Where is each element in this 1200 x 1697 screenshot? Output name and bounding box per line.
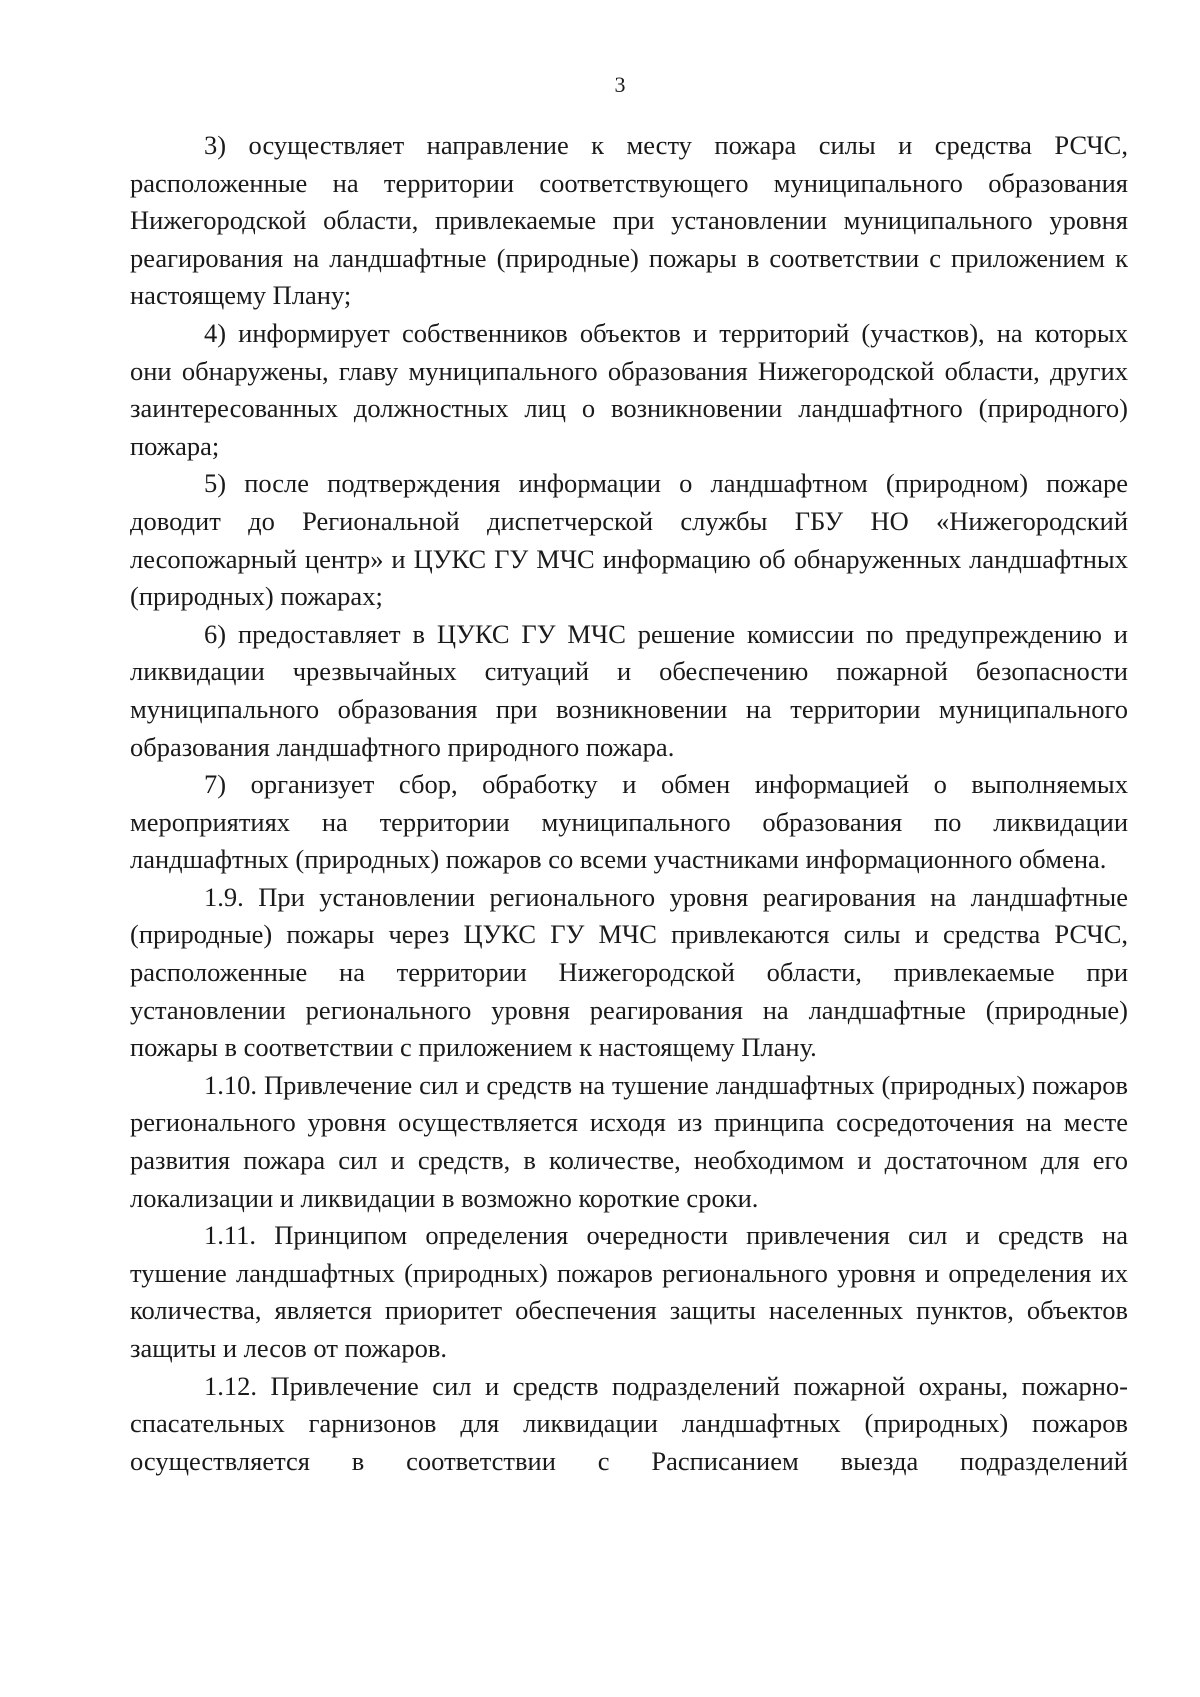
paragraph-item-4: 4) информирует собственников объектов и территорий (участков), на которых они обнаружены, главу муниципального образования Нижегородской области, других заинтересованных должностных лиц о возникновении ландшафтного (природного) пожара; (130, 317, 1128, 461)
document-body (130, 127, 1128, 1480)
paragraph-1-10: 1.10. Привлечение сил и средств на тушение ландшафтных (природных) пожаров регионального уровня осуществляется исходя из принципа сосредоточения на месте развития пожара сил и средств, в количестве, необходимом и достаточном для его локализации и ликвидации в возможно короткие сроки. (130, 1069, 1128, 1213)
paragraph-item-3: 3) осуществляет направление к месту пожара силы и средства РСЧС, расположенные на территории соответствующего муниципального образования Нижегородской области, привлекаемые при установлении муниципального уровня реагирования на ландшафтные (природные) пожары в соответствии с приложением к настоящему Плану; (130, 130, 1128, 311)
paragraph-item-6: 6) предоставляет в ЦУКС ГУ МЧС решение комиссии по предупреждению и ликвидации чрезвычайных ситуаций и обеспечению пожарной безопасности муниципального образования при возникновении на территории муниципального образования ландшафтного природного пожара. (130, 618, 1128, 762)
paragraph-item-5: 5) после подтверждения информации о ландшафтном (природном) пожаре доводит до Региональной диспетчерской службы ГБУ НО «Нижегородский лесопожарный центр» и ЦУКС ГУ МЧС информацию об обнаруженных ландшафтных (природных) пожарах; (130, 468, 1128, 612)
paragraph-1-11: 1.11. Принципом определения очередности привлечения сил и средств на тушение ландшафтных (природных) пожаров регионального уровня и определения их количества, является приоритет обеспечения защиты населенных пунктов, объектов защиты и лесов от пожаров. (130, 1220, 1128, 1363)
paragraph-item-7: 7) организует сбор, обработку и обмен информацией о выполняемых мероприятиях на территории муниципального образования по ликвидации ландшафтных (природных) пожаров со всеми участниками информационного обмена. (130, 769, 1128, 875)
paragraph-1-9: 1.9. При установлении регионального уровня реагирования на ландшафтные (природные) пожары через ЦУКС ГУ МЧС привлекаются силы и средства РСЧС, расположенные на территории Нижегородской области, привлекаемые при установлении регионального уровня реагирования на ландшафтные (природные) пожары в соответствии с приложением к настоящему Плану. (130, 881, 1128, 1063)
page-number: 3 (614, 72, 626, 97)
paragraph-1-12: 1.12. Привлечение сил и средств подразделений пожарной охраны, пожарно-спасательных гарнизонов для ликвидации ландшафтных (природных) пожаров осуществляется в соответствии с Расписанием выезда подразделений (130, 1370, 1128, 1476)
